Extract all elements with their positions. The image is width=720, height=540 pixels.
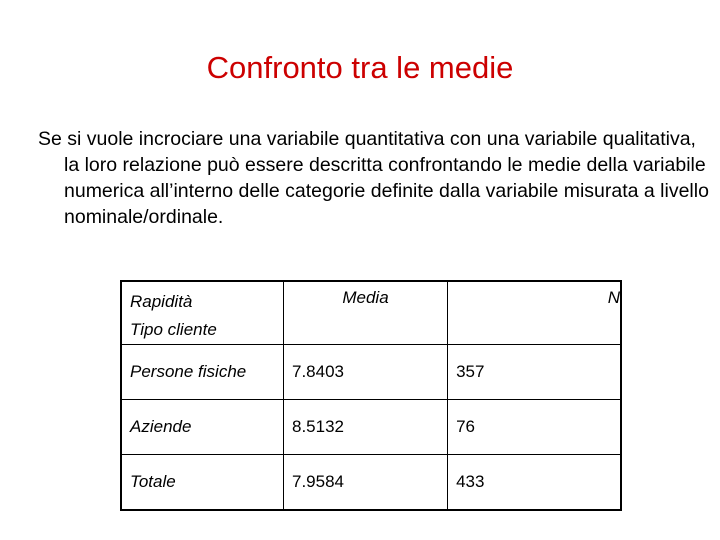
header-cell-variables [121, 281, 283, 345]
header-col-variable: Tipo cliente [130, 320, 217, 339]
table-row [121, 345, 621, 400]
row-label: Aziende [121, 400, 283, 455]
row-label: Totale [121, 455, 283, 510]
header-row-variable: Rapidità [130, 292, 193, 311]
header-cell-n: N [448, 281, 621, 345]
media-value: 8.5132 [283, 400, 447, 455]
means-table [120, 280, 622, 511]
media-value: 7.8403 [283, 345, 447, 400]
n-value: 433 [448, 455, 621, 510]
slide-title: Confronto tra le medie [206, 50, 514, 85]
table-row [121, 455, 621, 510]
n-value: 76 [448, 400, 621, 455]
table-header-row [121, 281, 621, 345]
media-value: 7.9584 [283, 455, 447, 510]
n-value: 357 [448, 345, 621, 400]
header-cell-media: Media [283, 281, 447, 345]
table-row [121, 400, 621, 455]
row-label: Persone fisiche [121, 345, 283, 400]
body-paragraph: Se si vuole incrociare una variabile quantitativa con una variabile qualitativa, la loro relazione può essere descritta confrontando le medie della variabile numerica all’interno delle categorie definite dalla variabile misurata a livello nominale/ordinale. [38, 128, 709, 228]
